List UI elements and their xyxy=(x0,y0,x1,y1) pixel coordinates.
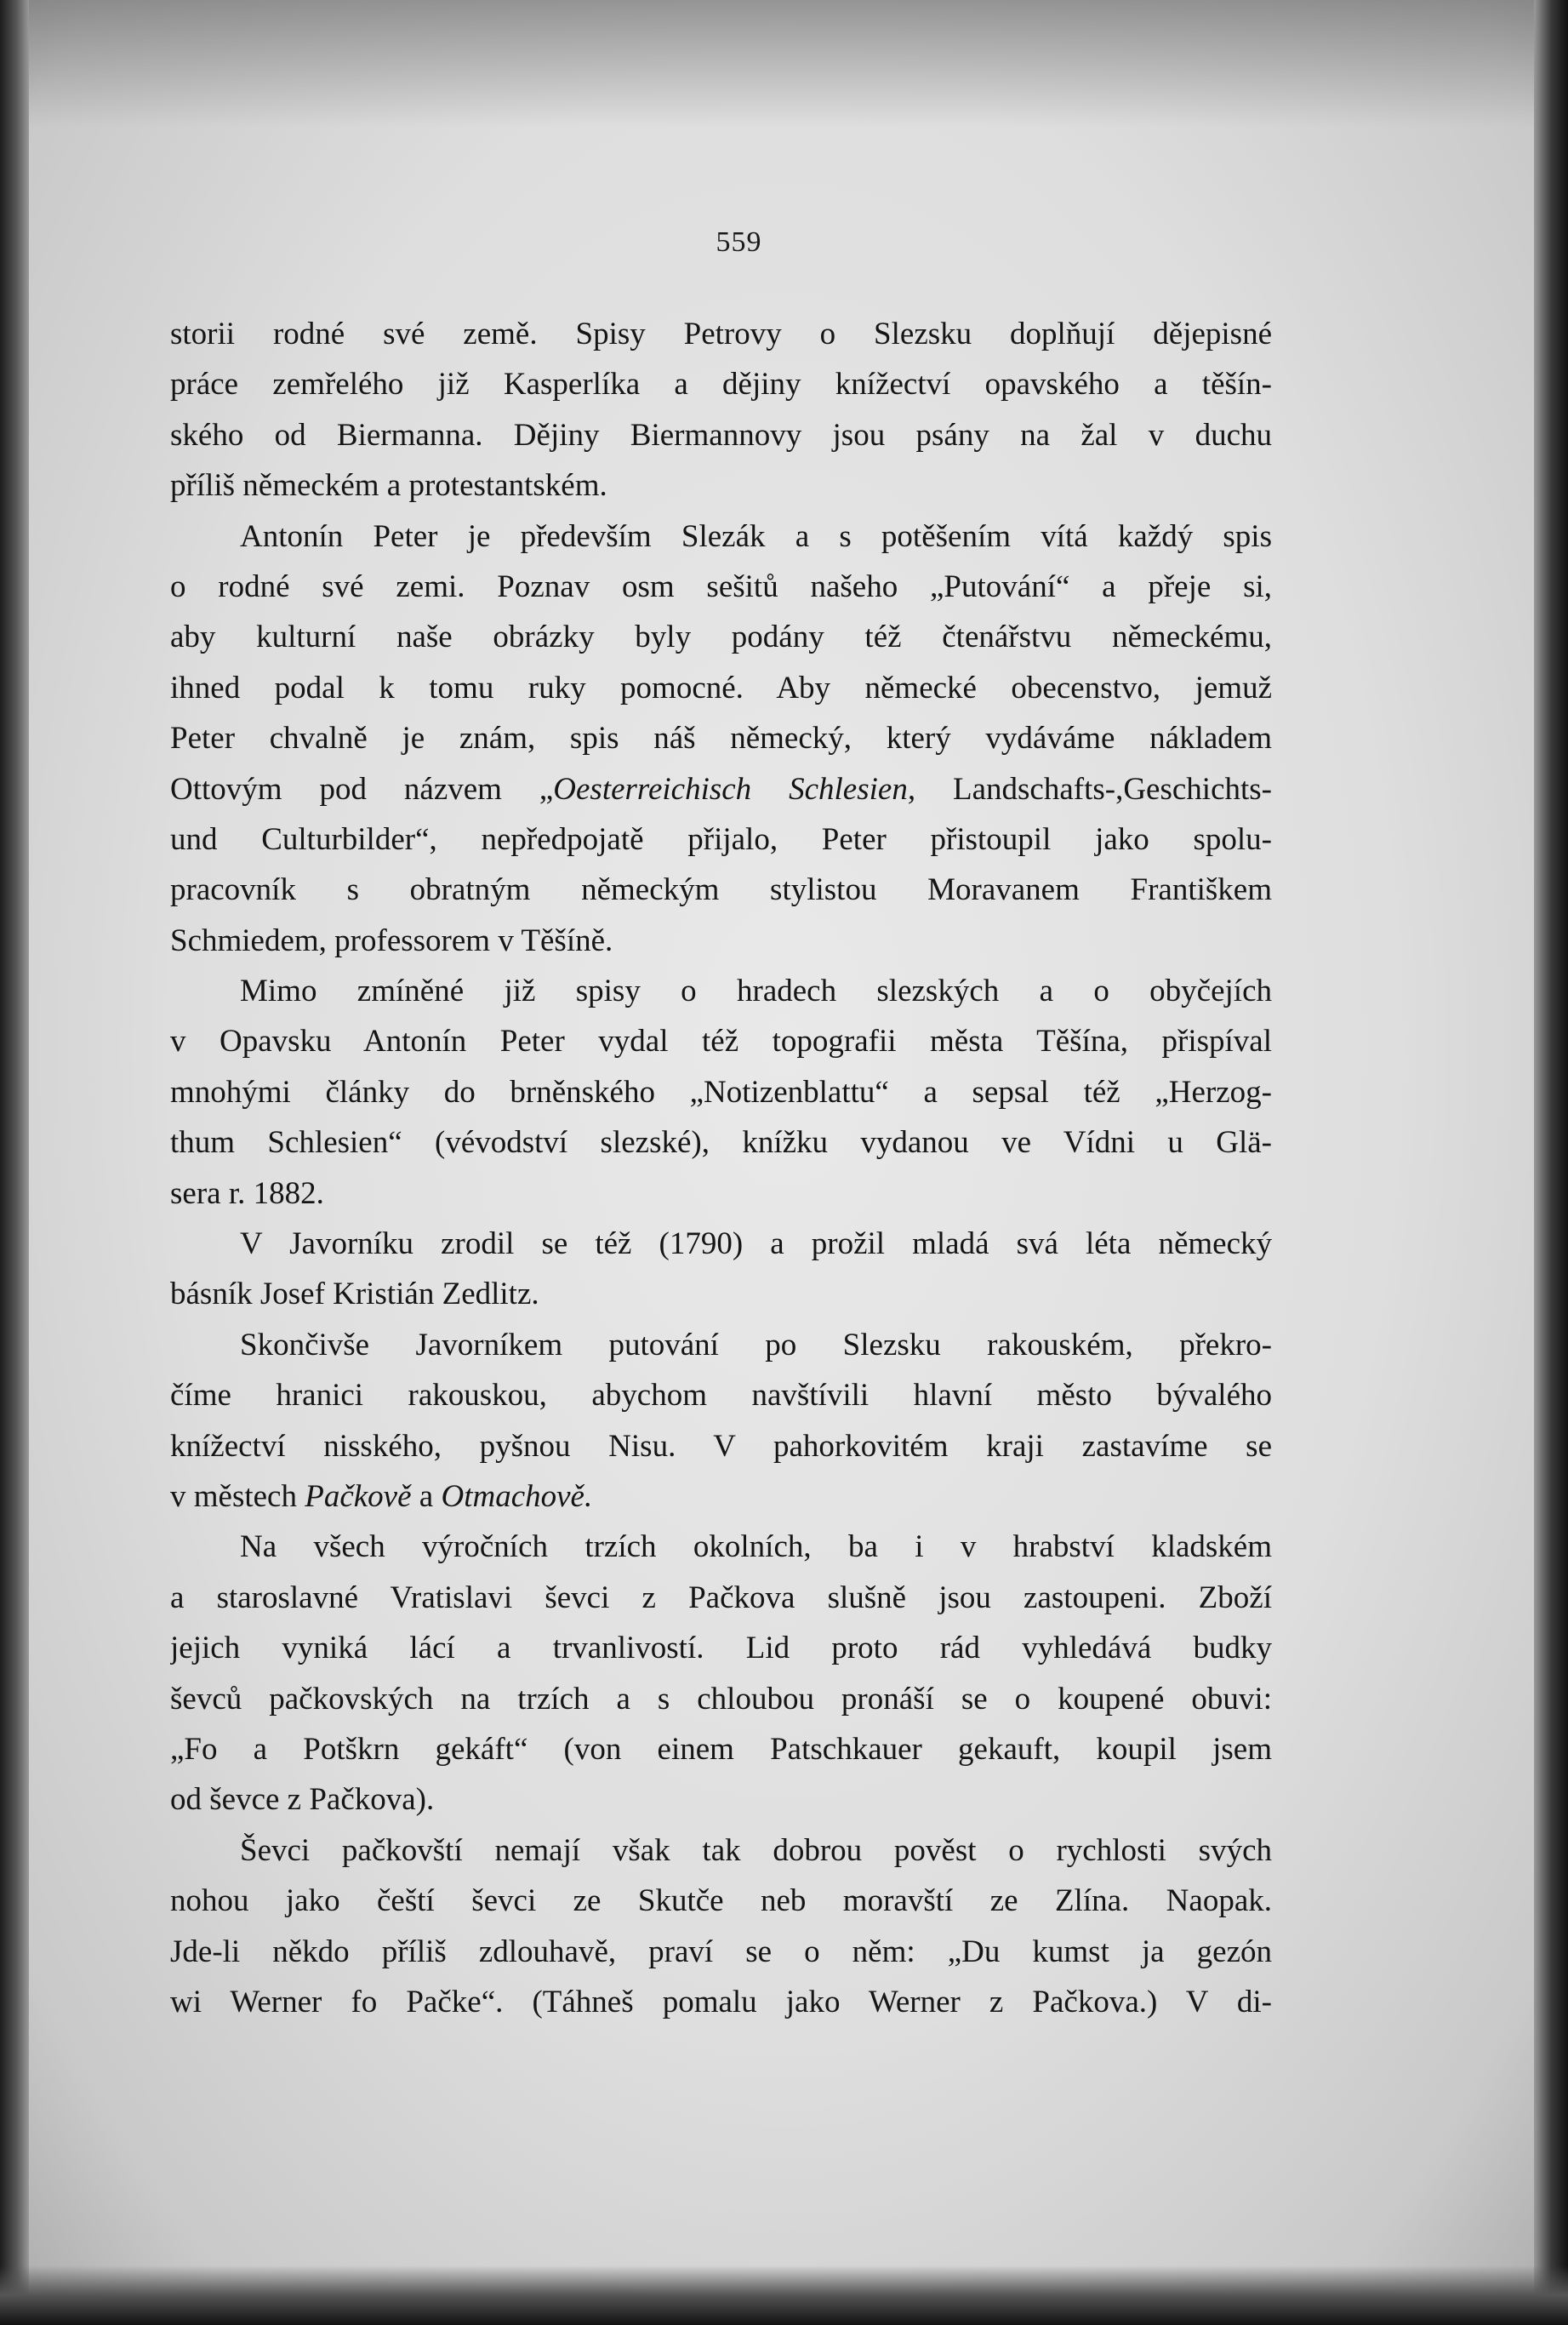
text-line: od ševce z Pačkova). xyxy=(170,1782,435,1818)
page-edge-right xyxy=(1534,0,1568,2325)
text-line xyxy=(170,1471,1272,1522)
text-line: knížectví nisského, pyšnou Nisu. V pahorkovitém kraji zastavíme se xyxy=(170,1428,1272,1464)
text-line: V Javorníku zrodil se též (1790) a prožil mladá svá léta německý xyxy=(240,1226,1272,1262)
text-line: práce zemřelého již Kasperlíka a dějiny knížectví opavského a těšín- xyxy=(170,367,1272,403)
text-line: o rodné své zemi. Poznav osm sešitů našeho „Putování“ a přeje si, xyxy=(170,568,1272,604)
text-line: Jde-li někdo příliš zdlouhavě, praví se o něm: „Du kumst ja gezón xyxy=(170,1934,1272,1969)
italic-place-name: Pačkově xyxy=(305,1478,412,1514)
page-edge-bottom xyxy=(0,2265,1568,2325)
text-line: Na všech výročních trzích okolních, ba i v hrabství kladském xyxy=(240,1529,1272,1565)
text-line: mnohými články do brněnského „Notizenblattu“ a sepsal též „Herzog- xyxy=(170,1074,1272,1110)
text-line: básník Josef Kristián Zedlitz. xyxy=(170,1277,539,1312)
page-edge-left xyxy=(0,0,29,2325)
text-line: příliš německém a protestantském. xyxy=(170,468,607,504)
text-line: storii rodné své země. Spisy Petrovy o Slezsku doplňují dějepisné xyxy=(170,317,1272,351)
text-line: Peter chvalně je znám, spis náš německý, který vydáváme nákladem xyxy=(170,721,1272,757)
text-line: nohou jako čeští ševci ze Skutče neb moravští ze Zlína. Naopak. xyxy=(170,1883,1272,1919)
text-line xyxy=(170,764,1272,814)
text-line: Schmiedem, professorem v Těšíně. xyxy=(170,923,613,958)
text-line: „Fo a Potškrn gekáft“ (von einem Patschkauer gekauft, koupil jsem xyxy=(170,1731,1272,1767)
text-run: a xyxy=(411,1478,442,1514)
text-run: Landschafts-,Geschichts- xyxy=(915,771,1272,807)
text-line: wi Werner fo Pačke“. (Táhneš pomalu jako Werner z Pačkova.) V di- xyxy=(170,1984,1272,2019)
page-number: 559 xyxy=(716,226,762,258)
text-line: jejich vyniká lácí a trvanlivostí. Lid proto rád vyhledává budky xyxy=(170,1631,1272,1666)
text-line: v Opavsku Antonín Peter vydal též topografii města Těšína, přispíval xyxy=(170,1024,1272,1060)
text-line: aby kulturní naše obrázky byly podány též čtenářstvu německému, xyxy=(170,620,1272,655)
text-line: číme hranici rakouskou, abychom navštívili hlavní město bývalého xyxy=(170,1378,1272,1414)
text-line: ševců pačkovských na trzích a s chloubou pronáší se o koupené obuvi: xyxy=(170,1681,1272,1717)
text-run: v městech xyxy=(170,1478,305,1514)
body-text xyxy=(170,309,1272,2027)
text-line: thum Schlesien“ (vévodství slezské), knížku vydanou ve Vídni u Glä- xyxy=(170,1125,1272,1161)
text-line: Antonín Peter je především Slezák a s potěšením vítá každý spis xyxy=(240,518,1272,554)
text-line: pracovník s obratným německým stylistou Moravanem Františkem xyxy=(170,872,1272,908)
text-line: Mimo zmíněné již spisy o hradech slezských a o obyčejích xyxy=(240,974,1272,1009)
text-line: und Culturbilder“, nepředpojatě přijalo, Peter přistoupil jako spolu- xyxy=(170,821,1272,857)
page-shadow-top xyxy=(0,0,1568,128)
italic-place-name: Otmachově. xyxy=(441,1478,593,1514)
text-line: a staroslavné Vratislavi ševci z Pačkova slušně jsou zastoupeni. Zboží xyxy=(170,1580,1272,1615)
text-line: Ševci pačkovští nemají však tak dobrou pověst o rychlosti svých xyxy=(240,1832,1272,1868)
text-line: ihned podal k tomu ruky pomocné. Aby německé obecenstvo, jemuž xyxy=(170,670,1272,705)
text-run: Ottovým pod názvem „ xyxy=(170,771,554,807)
text-line: sera r. 1882. xyxy=(170,1175,324,1211)
text-line: Skončivše Javorníkem putování po Slezsku rakouském, překro- xyxy=(240,1327,1272,1362)
italic-title: Oesterreichisch Schlesien, xyxy=(553,771,916,807)
text-line: ského od Biermanna. Dějiny Biermannovy jsou psány na žal v duchu xyxy=(170,417,1272,453)
